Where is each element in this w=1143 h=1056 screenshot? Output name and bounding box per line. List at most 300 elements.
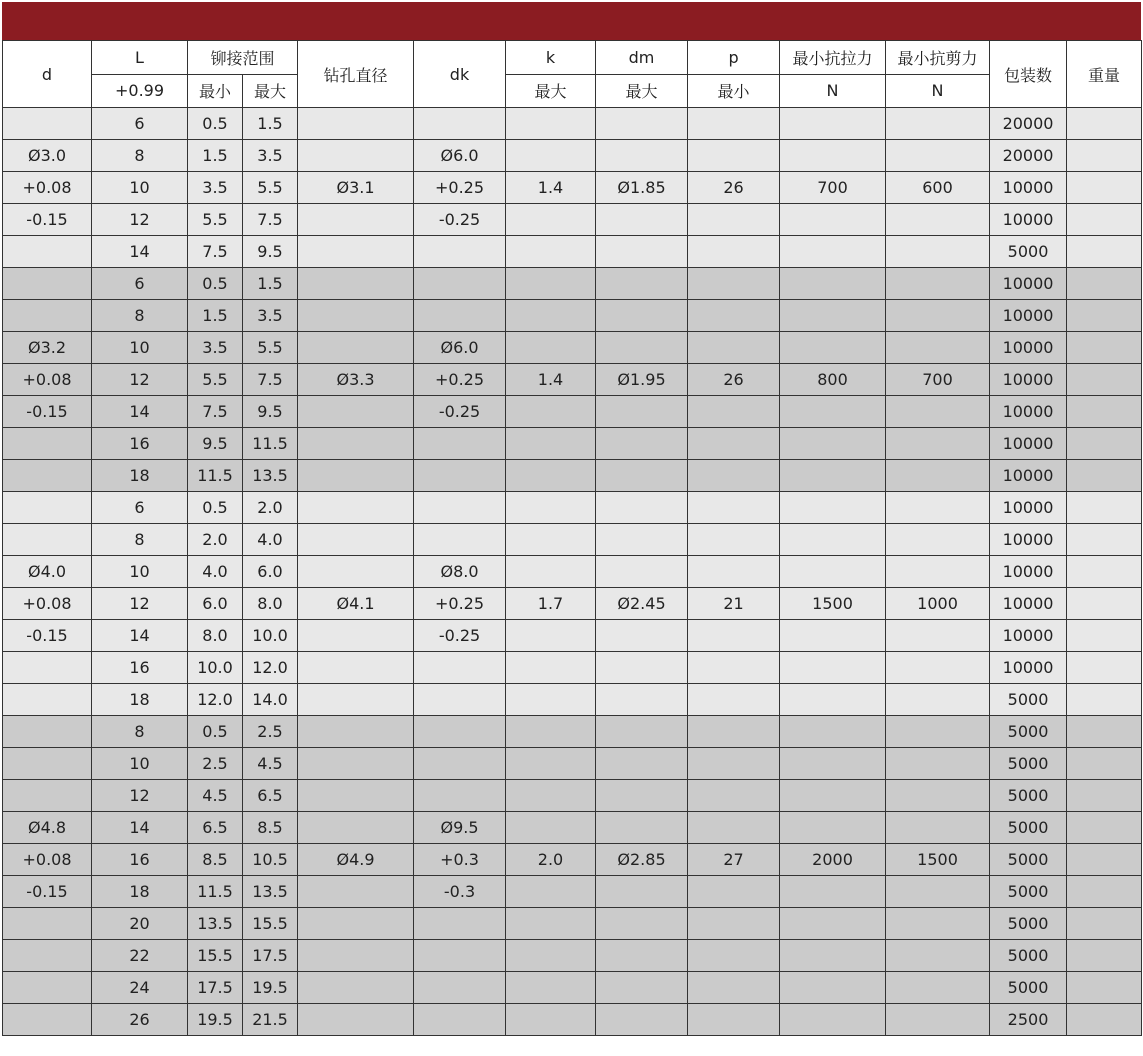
cell-dm (596, 236, 688, 268)
cell-pack: 10000 (990, 268, 1067, 300)
cell-k (506, 620, 596, 652)
cell-d (3, 524, 92, 556)
cell-dm (596, 556, 688, 588)
cell-L: 20 (92, 908, 188, 940)
cell-min: 7.5 (188, 236, 243, 268)
cell-max: 6.5 (243, 780, 298, 812)
cell-shear (886, 428, 990, 460)
cell-p (688, 908, 780, 940)
cell-dk (414, 652, 506, 684)
cell-p (688, 300, 780, 332)
cell-k (506, 876, 596, 908)
cell-tensile (780, 524, 886, 556)
cell-d (3, 428, 92, 460)
cell-L: 18 (92, 460, 188, 492)
cell-pack: 20000 (990, 140, 1067, 172)
cell-d: +0.08 (3, 172, 92, 204)
rivet-spec-table (2, 40, 1142, 1036)
cell-max: 2.0 (243, 492, 298, 524)
cell-k (506, 492, 596, 524)
cell-shear (886, 556, 990, 588)
cell-min: 8.0 (188, 620, 243, 652)
cell-p: 21 (688, 588, 780, 620)
cell-min: 17.5 (188, 972, 243, 1004)
cell-L: 12 (92, 364, 188, 396)
cell-p (688, 492, 780, 524)
cell-L: 6 (92, 492, 188, 524)
table-row (3, 684, 1142, 716)
col-header-min-shear: 最小抗剪力 (886, 41, 990, 75)
cell-k (506, 684, 596, 716)
cell-k (506, 972, 596, 1004)
cell-drill (298, 204, 414, 236)
cell-drill: Ø4.9 (298, 844, 414, 876)
cell-tensile (780, 428, 886, 460)
cell-p (688, 524, 780, 556)
cell-dm (596, 748, 688, 780)
cell-k (506, 268, 596, 300)
cell-L: 16 (92, 652, 188, 684)
cell-k (506, 556, 596, 588)
cell-shear (886, 972, 990, 1004)
cell-k (506, 908, 596, 940)
cell-shear (886, 620, 990, 652)
cell-drill (298, 428, 414, 460)
cell-d: Ø3.0 (3, 140, 92, 172)
cell-max: 14.0 (243, 684, 298, 716)
cell-min: 6.0 (188, 588, 243, 620)
cell-pack: 5000 (990, 844, 1067, 876)
cell-drill (298, 780, 414, 812)
subheader-grip-min: 最小 (188, 74, 243, 108)
cell-dm (596, 908, 688, 940)
cell-weight (1067, 940, 1142, 972)
cell-dk: -0.25 (414, 204, 506, 236)
cell-pack: 5000 (990, 684, 1067, 716)
table-row (3, 556, 1142, 588)
cell-min: 1.5 (188, 140, 243, 172)
cell-weight (1067, 524, 1142, 556)
cell-tensile (780, 716, 886, 748)
cell-pack: 10000 (990, 204, 1067, 236)
cell-drill: Ø3.1 (298, 172, 414, 204)
cell-tensile (780, 556, 886, 588)
cell-L: 12 (92, 204, 188, 236)
cell-tensile: 2000 (780, 844, 886, 876)
cell-min: 15.5 (188, 940, 243, 972)
cell-dm (596, 460, 688, 492)
cell-weight (1067, 300, 1142, 332)
cell-max: 3.5 (243, 140, 298, 172)
cell-k (506, 236, 596, 268)
cell-k (506, 396, 596, 428)
col-header-l: L (92, 41, 188, 75)
cell-pack: 10000 (990, 652, 1067, 684)
cell-tensile (780, 1004, 886, 1036)
cell-tensile (780, 396, 886, 428)
cell-drill (298, 492, 414, 524)
cell-pack: 5000 (990, 716, 1067, 748)
cell-L: 16 (92, 844, 188, 876)
cell-pack: 10000 (990, 428, 1067, 460)
table-row (3, 492, 1142, 524)
table-row (3, 1004, 1142, 1036)
col-header-p: p (688, 41, 780, 75)
table-row (3, 396, 1142, 428)
cell-pack: 5000 (990, 812, 1067, 844)
cell-min: 3.5 (188, 172, 243, 204)
cell-d (3, 108, 92, 140)
cell-tensile (780, 972, 886, 1004)
cell-shear (886, 396, 990, 428)
cell-dm: Ø2.45 (596, 588, 688, 620)
cell-shear (886, 940, 990, 972)
cell-min: 2.0 (188, 524, 243, 556)
table-row (3, 844, 1142, 876)
cell-min: 12.0 (188, 684, 243, 716)
cell-max: 10.0 (243, 620, 298, 652)
cell-tensile (780, 940, 886, 972)
cell-drill: Ø4.1 (298, 588, 414, 620)
cell-L: 26 (92, 1004, 188, 1036)
cell-max: 7.5 (243, 364, 298, 396)
cell-drill (298, 876, 414, 908)
cell-max: 8.0 (243, 588, 298, 620)
cell-pack: 10000 (990, 300, 1067, 332)
cell-pack: 10000 (990, 524, 1067, 556)
table-header (3, 41, 1142, 108)
cell-tensile (780, 876, 886, 908)
cell-pack: 5000 (990, 236, 1067, 268)
cell-pack: 5000 (990, 908, 1067, 940)
cell-dk (414, 300, 506, 332)
cell-k (506, 652, 596, 684)
cell-tensile (780, 492, 886, 524)
cell-pack: 10000 (990, 492, 1067, 524)
cell-weight (1067, 716, 1142, 748)
cell-d (3, 940, 92, 972)
table-row (3, 780, 1142, 812)
cell-max: 7.5 (243, 204, 298, 236)
cell-weight (1067, 748, 1142, 780)
cell-shear (886, 108, 990, 140)
cell-tensile: 1500 (780, 588, 886, 620)
cell-dk: Ø6.0 (414, 140, 506, 172)
cell-max: 8.5 (243, 812, 298, 844)
cell-L: 8 (92, 300, 188, 332)
cell-tensile (780, 652, 886, 684)
cell-tensile (780, 460, 886, 492)
cell-drill (298, 460, 414, 492)
cell-shear (886, 524, 990, 556)
cell-min: 5.5 (188, 364, 243, 396)
cell-min: 0.5 (188, 492, 243, 524)
cell-min: 11.5 (188, 460, 243, 492)
cell-p: 26 (688, 364, 780, 396)
cell-dm (596, 716, 688, 748)
cell-d (3, 236, 92, 268)
cell-L: 8 (92, 524, 188, 556)
cell-dm (596, 940, 688, 972)
cell-pack: 5000 (990, 940, 1067, 972)
cell-L: 10 (92, 748, 188, 780)
cell-min: 5.5 (188, 204, 243, 236)
cell-dk (414, 684, 506, 716)
cell-weight (1067, 972, 1142, 1004)
cell-max: 10.5 (243, 844, 298, 876)
table-row (3, 524, 1142, 556)
cell-d: -0.15 (3, 204, 92, 236)
cell-weight (1067, 780, 1142, 812)
cell-max: 13.5 (243, 460, 298, 492)
table-body (3, 108, 1142, 1036)
col-header-grip-range: 铆接范围 (188, 41, 298, 75)
cell-tensile (780, 812, 886, 844)
cell-max: 12.0 (243, 652, 298, 684)
subheader-k-max: 最大 (506, 74, 596, 108)
cell-max: 1.5 (243, 108, 298, 140)
cell-k (506, 524, 596, 556)
cell-max: 4.5 (243, 748, 298, 780)
cell-max: 5.5 (243, 172, 298, 204)
cell-drill (298, 300, 414, 332)
cell-tensile: 700 (780, 172, 886, 204)
cell-drill (298, 908, 414, 940)
cell-d: Ø4.8 (3, 812, 92, 844)
cell-shear (886, 684, 990, 716)
cell-k (506, 812, 596, 844)
cell-max: 1.5 (243, 268, 298, 300)
cell-dk: +0.25 (414, 364, 506, 396)
cell-dk (414, 940, 506, 972)
cell-weight (1067, 812, 1142, 844)
cell-dk (414, 748, 506, 780)
cell-L: 6 (92, 108, 188, 140)
cell-d (3, 684, 92, 716)
cell-p (688, 1004, 780, 1036)
cell-dm: Ø1.95 (596, 364, 688, 396)
cell-tensile (780, 268, 886, 300)
cell-min: 10.0 (188, 652, 243, 684)
cell-dm (596, 812, 688, 844)
cell-drill (298, 108, 414, 140)
table-row (3, 972, 1142, 1004)
cell-tensile (780, 748, 886, 780)
cell-shear (886, 876, 990, 908)
cell-dk: +0.25 (414, 172, 506, 204)
cell-L: 24 (92, 972, 188, 1004)
table-row (3, 620, 1142, 652)
cell-weight (1067, 492, 1142, 524)
cell-p: 26 (688, 172, 780, 204)
cell-p (688, 460, 780, 492)
cell-L: 6 (92, 268, 188, 300)
cell-shear (886, 908, 990, 940)
table-row (3, 332, 1142, 364)
cell-pack: 10000 (990, 172, 1067, 204)
cell-shear: 700 (886, 364, 990, 396)
cell-weight (1067, 364, 1142, 396)
cell-min: 0.5 (188, 268, 243, 300)
table-row (3, 204, 1142, 236)
cell-min: 3.5 (188, 332, 243, 364)
cell-drill (298, 748, 414, 780)
cell-min: 8.5 (188, 844, 243, 876)
cell-L: 18 (92, 684, 188, 716)
cell-d (3, 300, 92, 332)
cell-dk: Ø9.5 (414, 812, 506, 844)
cell-L: 14 (92, 620, 188, 652)
cell-d: +0.08 (3, 588, 92, 620)
cell-min: 0.5 (188, 716, 243, 748)
cell-tensile (780, 332, 886, 364)
cell-dm (596, 268, 688, 300)
cell-p (688, 940, 780, 972)
cell-pack: 10000 (990, 396, 1067, 428)
cell-pack: 5000 (990, 780, 1067, 812)
cell-weight (1067, 556, 1142, 588)
cell-k (506, 140, 596, 172)
cell-tensile (780, 236, 886, 268)
cell-d: -0.15 (3, 620, 92, 652)
cell-max: 15.5 (243, 908, 298, 940)
cell-tensile (780, 140, 886, 172)
cell-dk (414, 780, 506, 812)
cell-dk: -0.25 (414, 396, 506, 428)
cell-shear (886, 716, 990, 748)
cell-shear: 1500 (886, 844, 990, 876)
cell-weight (1067, 460, 1142, 492)
table-row (3, 300, 1142, 332)
cell-dm (596, 652, 688, 684)
cell-dm (596, 300, 688, 332)
cell-dm: Ø2.85 (596, 844, 688, 876)
cell-max: 4.0 (243, 524, 298, 556)
cell-pack: 5000 (990, 972, 1067, 1004)
table-row (3, 908, 1142, 940)
cell-k (506, 204, 596, 236)
cell-shear (886, 236, 990, 268)
cell-min: 2.5 (188, 748, 243, 780)
cell-min: 11.5 (188, 876, 243, 908)
cell-pack: 20000 (990, 108, 1067, 140)
cell-dm (596, 492, 688, 524)
cell-min: 4.0 (188, 556, 243, 588)
cell-tensile (780, 620, 886, 652)
cell-k (506, 108, 596, 140)
cell-drill: Ø3.3 (298, 364, 414, 396)
header-banner (2, 2, 1141, 40)
table-row (3, 460, 1142, 492)
cell-L: 8 (92, 140, 188, 172)
cell-max: 17.5 (243, 940, 298, 972)
cell-dk: -0.25 (414, 620, 506, 652)
cell-drill (298, 620, 414, 652)
subheader-tensile-unit: N (780, 74, 886, 108)
cell-dk (414, 268, 506, 300)
table-row (3, 748, 1142, 780)
cell-weight (1067, 332, 1142, 364)
col-header-dk: dk (414, 41, 506, 108)
col-header-k: k (506, 41, 596, 75)
cell-pack: 10000 (990, 620, 1067, 652)
cell-p (688, 396, 780, 428)
cell-max: 19.5 (243, 972, 298, 1004)
cell-shear: 1000 (886, 588, 990, 620)
cell-min: 4.5 (188, 780, 243, 812)
cell-tensile (780, 684, 886, 716)
table-row (3, 716, 1142, 748)
cell-dm (596, 108, 688, 140)
subheader-p-min: 最小 (688, 74, 780, 108)
cell-dk: Ø6.0 (414, 332, 506, 364)
cell-pack: 10000 (990, 364, 1067, 396)
cell-min: 0.5 (188, 108, 243, 140)
cell-weight (1067, 844, 1142, 876)
cell-L: 12 (92, 780, 188, 812)
cell-d (3, 780, 92, 812)
cell-L: 10 (92, 172, 188, 204)
cell-d (3, 716, 92, 748)
cell-pack: 5000 (990, 748, 1067, 780)
cell-k (506, 780, 596, 812)
cell-drill (298, 268, 414, 300)
cell-k (506, 940, 596, 972)
cell-p (688, 716, 780, 748)
cell-drill (298, 940, 414, 972)
cell-dk (414, 236, 506, 268)
cell-L: 14 (92, 812, 188, 844)
cell-drill (298, 524, 414, 556)
cell-weight (1067, 908, 1142, 940)
cell-p: 27 (688, 844, 780, 876)
cell-drill (298, 1004, 414, 1036)
cell-dm (596, 780, 688, 812)
cell-L: 22 (92, 940, 188, 972)
cell-d (3, 972, 92, 1004)
cell-dm (596, 204, 688, 236)
cell-k (506, 748, 596, 780)
cell-dm (596, 972, 688, 1004)
cell-max: 9.5 (243, 236, 298, 268)
cell-dk: Ø8.0 (414, 556, 506, 588)
cell-L: 14 (92, 396, 188, 428)
cell-max: 9.5 (243, 396, 298, 428)
cell-dm (596, 684, 688, 716)
col-header-weight: 重量 (1067, 41, 1142, 108)
table-row (3, 236, 1142, 268)
cell-tensile (780, 908, 886, 940)
cell-dk (414, 108, 506, 140)
cell-shear (886, 652, 990, 684)
cell-tensile: 800 (780, 364, 886, 396)
cell-max: 3.5 (243, 300, 298, 332)
cell-p (688, 812, 780, 844)
subheader-grip-max: 最大 (243, 74, 298, 108)
cell-dk (414, 972, 506, 1004)
cell-dk (414, 908, 506, 940)
cell-d: +0.08 (3, 364, 92, 396)
cell-min: 6.5 (188, 812, 243, 844)
cell-max: 5.5 (243, 332, 298, 364)
cell-shear: 600 (886, 172, 990, 204)
cell-weight (1067, 1004, 1142, 1036)
col-header-drill-diameter: 钻孔直径 (298, 41, 414, 108)
cell-shear (886, 332, 990, 364)
cell-dm (596, 140, 688, 172)
cell-p (688, 108, 780, 140)
cell-k (506, 1004, 596, 1036)
